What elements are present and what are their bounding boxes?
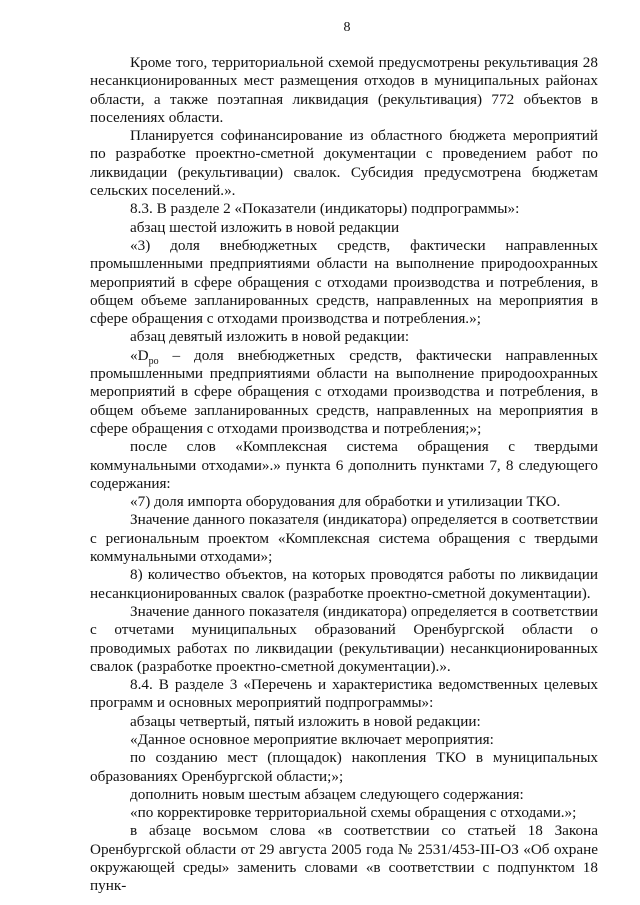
formula-subscript: ро (148, 355, 159, 367)
paragraph-13: 8.4. В разделе 3 «Перечень и характеристика ведомственных целевых программ и основных мероприятий подпрограммы»: (90, 676, 598, 712)
paragraph-12: Значение данного показателя (индикатора) определяется в соответствии с отчетами муниципальных образований Оренбургской области о проводимых работах по ликвидации (рекультивации) несанкционированных свалок (разработке проектно-сметной документации).». (90, 602, 598, 675)
paragraph-17: дополнить новым шестым абзацем следующего содержания: (130, 785, 524, 803)
paragraph-19: в абзаце восьмом слова «в соответствии со статьей 18 Закона Оренбургской области от 29 августа 2005 года № 2531/453-III-ОЗ «Об охране окружающей среды» заменить словами «в соответствии с подпунктом 18 пунк- (90, 822, 598, 895)
paragraph-10: Значение данного показателя (индикатора) определяется в соответствии с региональным проектом «Комплексная система обращения с твердыми коммунальными отходами»; (90, 511, 598, 566)
paragraph-4: абзац шестой изложить в новой редакции (130, 218, 400, 236)
paragraph-1: Кроме того, территориальной схемой предусмотрены рекультивация 28 несанкционированных мест размещения отходов в муниципальных районах области, а также поэтапная ликвидация (рекультивация) 772 объектов в поселениях области. (90, 54, 598, 126)
page-number: 8 (343, 20, 351, 35)
paragraph-14: абзацы четвертый, пятый изложить в новой редакции: (130, 712, 481, 730)
paragraph-9: «7) доля импорта оборудования для обработки и утилизации ТКО. (130, 493, 561, 511)
paragraph-3: 8.3. В разделе 2 «Показатели (индикаторы) подпрограммы»: (130, 200, 520, 218)
formula-text: – доля внебюджетных средств, фактически направленных промышленными предприятиями области на выполнение природоохранных мероприятий в сфере обращения с отходами производства и потребления, в общем объеме запланированных средств, направленных на мероприятия в сфере обращения с отходами производства и потребления;»; (90, 346, 598, 437)
paragraph-16: по созданию мест (площадок) накопления ТКО в муниципальных образованиях Оренбургской области;»; (90, 749, 598, 785)
paragraph-5: «3) доля внебюджетных средств, фактически направленных промышленными предприятиями области на выполнение природоохранных мероприятий в сфере обращения с отходами производства и потребления, в общем объеме запланированных средств, направленных на мероприятия в сфере обращения с отходами производства и потребления.»; (90, 236, 598, 328)
paragraph-15: «Данное основное мероприятие включает мероприятия: (130, 730, 494, 748)
formula-symbol: «D (130, 346, 149, 364)
paragraph-11: 8) количество объектов, на которых проводятся работы по ликвидации несанкционированных свалок (разработке проектно-сметной документации). (90, 566, 598, 602)
paragraph-6: абзац девятый изложить в новой редакции: (130, 328, 410, 346)
paragraph-7-formula (90, 347, 598, 438)
paragraph-8: после слов «Комплексная система обращения с твердыми коммунальными отходами».» пункта 6 дополнить пунктами 7, 8 следующего содержания: (90, 438, 598, 492)
document-body (90, 54, 598, 896)
paragraph-2: Планируется софинансирование из областного бюджета мероприятий по разработке проектно-сметной документации с проведением работ по ликвидации (рекультивации) свалок. Субсидия предусмотрена бюджетам сельских поселений.». (90, 127, 598, 200)
paragraph-18: «по корректировке территориальной схемы обращения с отходами.»; (130, 804, 577, 822)
